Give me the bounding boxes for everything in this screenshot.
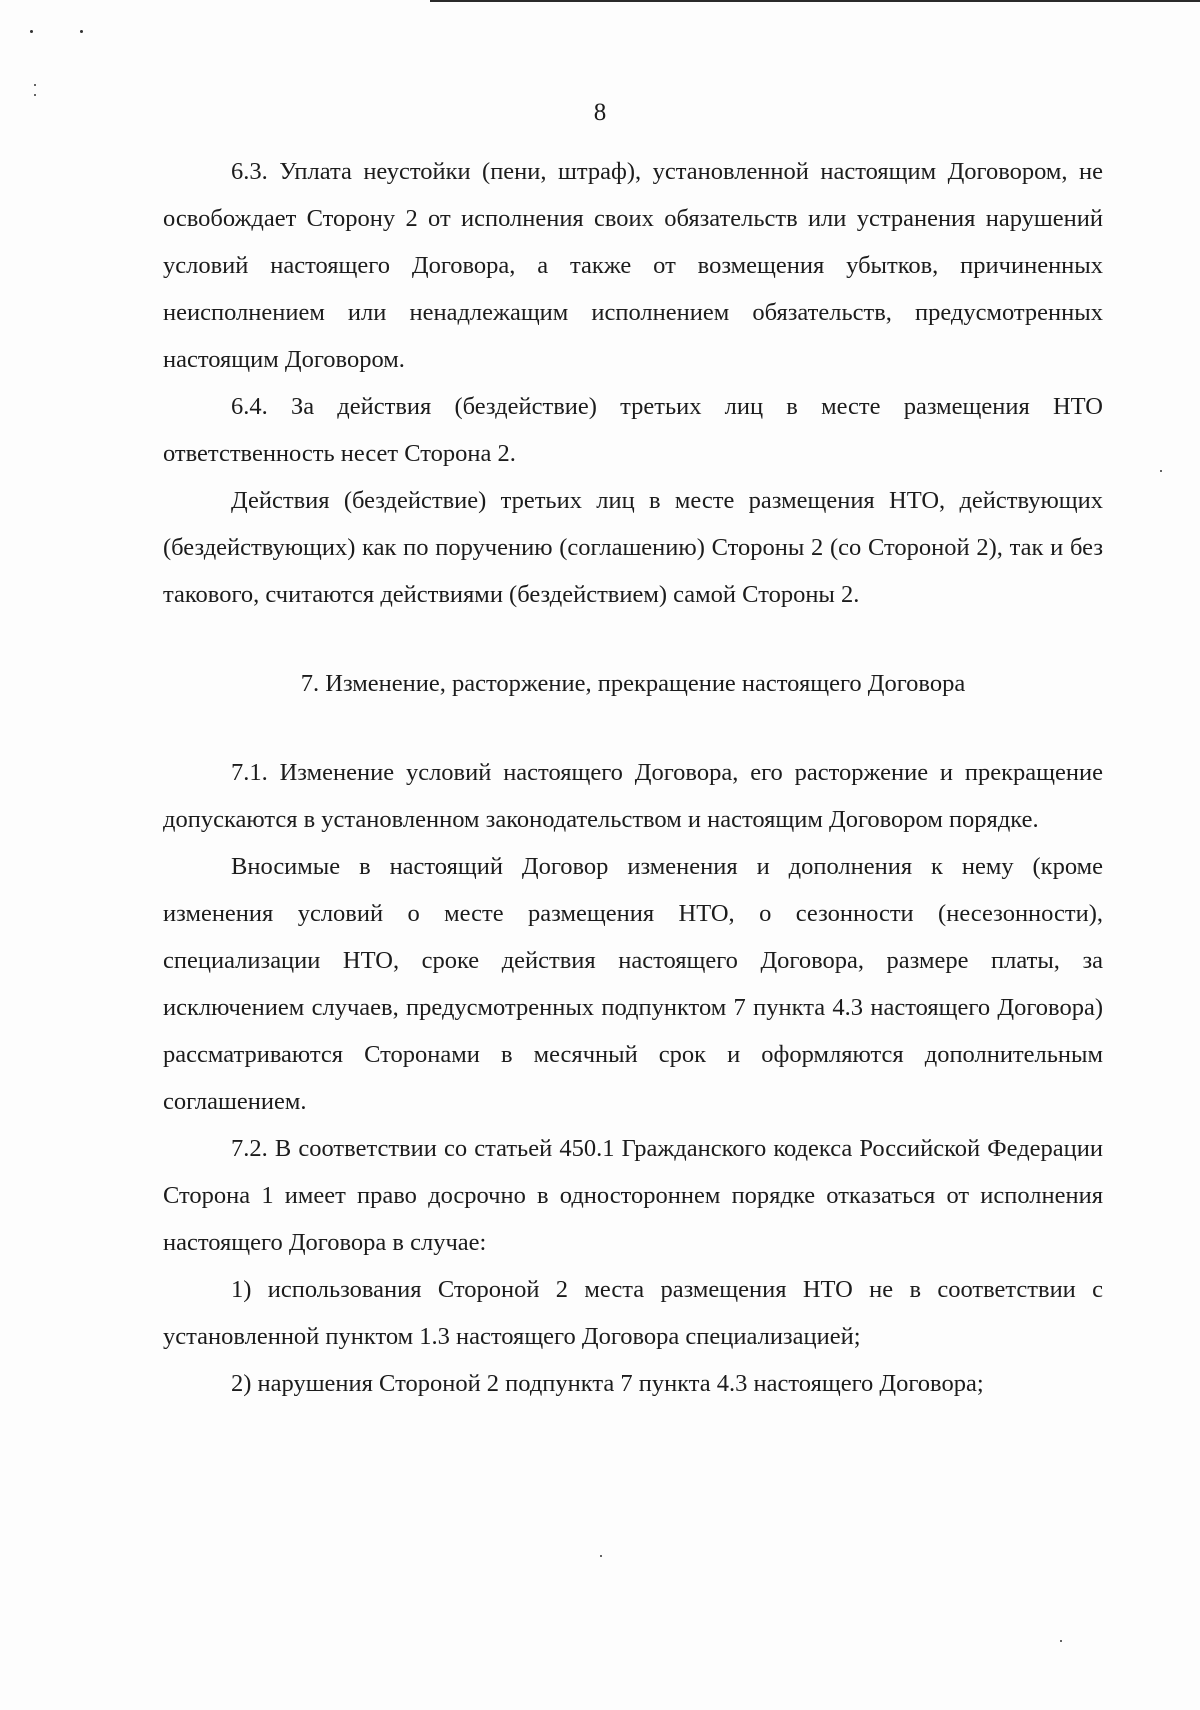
paragraph-third-parties: Действия (бездействие) третьих лиц в месте размещения НТО, действующих (бездействующих) как по поручению (соглашению) Стороны 2 (со Стороной 2), так и без такового, считаются действиями (бездействием) самой Стороны 2. (163, 487, 1103, 608)
paragraph-6-4: 6.4. За действия (бездействие) третьих лиц в месте размещения НТО ответственность несет Сторона 2. (163, 393, 1103, 467)
scan-speck (1160, 470, 1162, 472)
page-number: 8 (593, 99, 607, 126)
paragraph-7-1: 7.1. Изменение условий настоящего Договора, его расторжение и прекращение допускаются в установленном законодательством и настоящим Договором порядке. (163, 759, 1103, 833)
list-item-1: 1) использования Стороной 2 места размещения НТО не в соответствии с установленной пунктом 1.3 настоящего Договора специализацией; (163, 1276, 1103, 1350)
scan-speck (34, 94, 36, 96)
paragraph-7-2: 7.2. В соответствии со статьей 450.1 Гражданского кодекса Российской Федерации Сторона 1 имеет право досрочно в одностороннем порядке отказаться от исполнения настоящего Договора в случае: (163, 1135, 1103, 1256)
scan-speck (600, 1555, 602, 1557)
document-body (163, 148, 1103, 1407)
scan-speck (1060, 1640, 1062, 1642)
section-7-heading: 7. Изменение, расторжение, прекращение настоящего Договора (300, 670, 966, 697)
paragraph-amendments: Вносимые в настоящий Договор изменения и дополнения к нему (кроме изменения условий о месте размещения НТО, о сезонности (несезонности), специализации НТО, сроке действия настоящего Договора, размере платы, за исключением случаев, предусмотренных подпунктом 7 пункта 4.3 настоящего Договора) рассматриваются Сторонами в месячный срок и оформляются дополнительным соглашением. (163, 853, 1103, 1115)
paragraph-6-3: 6.3. Уплата неустойки (пени, штраф), установленной настоящим Договором, не освобождает Сторону 2 от исполнения своих обязательств или устранения нарушений условий настоящего Договора, а также от возмещения убытков, причиненных неисполнением или ненадлежащим исполнением обязательств, предусмотренных настоящим Договором. (163, 158, 1103, 373)
list-item-2: 2) нарушения Стороной 2 подпункта 7 пункта 4.3 настоящего Договора; (231, 1370, 984, 1397)
scan-speck (30, 30, 33, 33)
scan-speck (34, 84, 36, 86)
top-edge-rule (430, 0, 1200, 2)
scan-speck (80, 30, 83, 33)
